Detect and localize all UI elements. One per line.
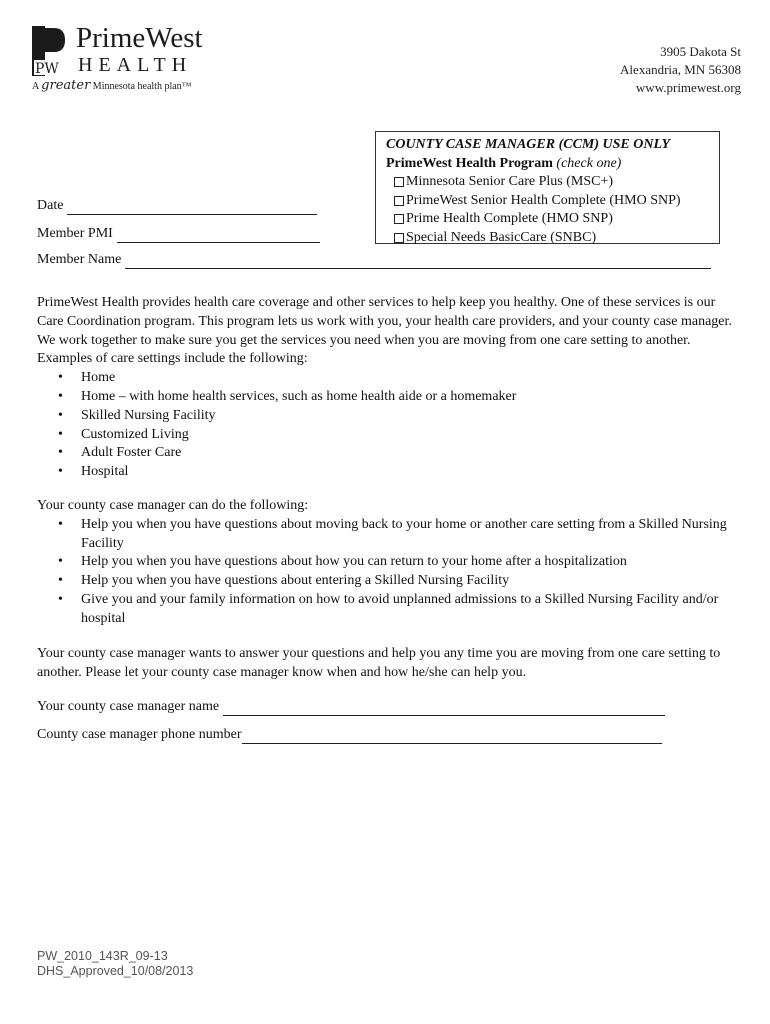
logo-name-line2: HEALTH — [78, 54, 193, 76]
program-option-msc[interactable]: Minnesota Senior Care Plus (MSC+) — [394, 173, 719, 192]
case-manager-lead: Your county case manager can do the following: — [37, 498, 309, 513]
program-option-senior-health-complete[interactable]: PrimeWest Senior Health Complete (HMO SNP) — [394, 192, 719, 211]
list-item: • Skilled Nursing Facility — [58, 407, 216, 423]
list-item: • Home – with home health services, such as home health aide or a homemaker — [58, 388, 517, 404]
list-item: • Adult Foster Care — [58, 445, 182, 461]
member-pmi-field[interactable] — [37, 225, 320, 243]
address-block — [620, 43, 741, 97]
case-manager-phone-input-line[interactable] — [242, 729, 662, 744]
form-id: PW_2010_143R_09-13 — [37, 949, 168, 963]
member-pmi-input-line[interactable] — [117, 228, 320, 243]
case-manager-phone-field[interactable] — [37, 726, 662, 744]
date-label: Date — [37, 198, 64, 213]
program-option-prime-health-complete[interactable]: Prime Health Complete (HMO SNP) — [394, 210, 719, 229]
care-settings-list — [37, 369, 737, 482]
list-item: • Customized Living — [58, 426, 189, 442]
checkbox[interactable] — [394, 177, 404, 187]
member-name-input-line[interactable] — [125, 254, 711, 269]
svg-text:PW: PW — [35, 61, 59, 76]
pw-logo-mark-icon — [32, 26, 66, 76]
list-item: • Help you when you have questions about moving back to your home or another care setting from a Skilled Nursing Facility — [58, 516, 727, 551]
list-item: • Give you and your family information on how to avoid unplanned admissions to a Skilled Nursing Facility and/or hospital — [58, 591, 719, 626]
member-name-label: Member Name — [37, 252, 122, 267]
case-manager-phone-label: County case manager phone number — [37, 727, 242, 742]
form-footer — [37, 949, 193, 979]
closing-paragraph: Your county case manager wants to answer your questions and help you any time you are moving from one care setting to another. Please let your county case manager know when and how he/she can help you. — [37, 646, 721, 680]
list-item: • Home — [58, 370, 116, 386]
closing-section — [37, 645, 737, 683]
date-field[interactable] — [37, 197, 317, 215]
member-name-field[interactable] — [37, 251, 711, 269]
logo-tagline: A greater Minnesota health plan™ — [32, 78, 192, 93]
address-city: Alexandria, MN 56308 — [620, 62, 741, 77]
intro-paragraph: PrimeWest Health provides health care coverage and other services to help keep you healthy. One of these services is our Care Coordination program. This program lets us work with you, your health care providers, and your county case manager. We work together to make sure you get the services you need when you are moving from one care setting to another. Examples of care settings include the following: — [37, 295, 732, 367]
ccm-program-label: PrimeWest Health Program (check one) — [386, 155, 622, 171]
program-option-snbc[interactable]: Special Needs BasicCare (SNBC) — [394, 229, 719, 248]
case-manager-section — [37, 497, 737, 629]
address-website: www.primewest.org — [635, 80, 741, 95]
ccm-use-only-box — [375, 131, 720, 244]
case-manager-name-field[interactable] — [37, 698, 665, 716]
list-item: • Hospital — [58, 464, 129, 480]
logo-name-line1: PrimeWest — [76, 22, 203, 54]
member-pmi-label: Member PMI — [37, 226, 113, 241]
checkbox[interactable] — [394, 196, 404, 206]
list-item: • Help you when you have questions about how you can return to your home after a hospitalization — [58, 554, 627, 570]
intro-section — [37, 294, 737, 482]
approval-stamp: DHS_Approved_10/08/2013 — [37, 964, 194, 978]
case-manager-name-label: Your county case manager name — [37, 699, 220, 714]
ccm-title: COUNTY CASE MANAGER (CCM) USE ONLY — [386, 137, 671, 152]
list-item: • Help you when you have questions about entering a Skilled Nursing Facility — [58, 573, 510, 589]
checkbox[interactable] — [394, 214, 404, 224]
case-manager-list — [37, 516, 737, 629]
address-street: 3905 Dakota St — [660, 44, 741, 59]
date-input-line[interactable] — [67, 200, 317, 215]
checkbox[interactable] — [394, 233, 404, 243]
primewest-logo — [32, 22, 217, 100]
case-manager-name-input-line[interactable] — [223, 701, 665, 716]
